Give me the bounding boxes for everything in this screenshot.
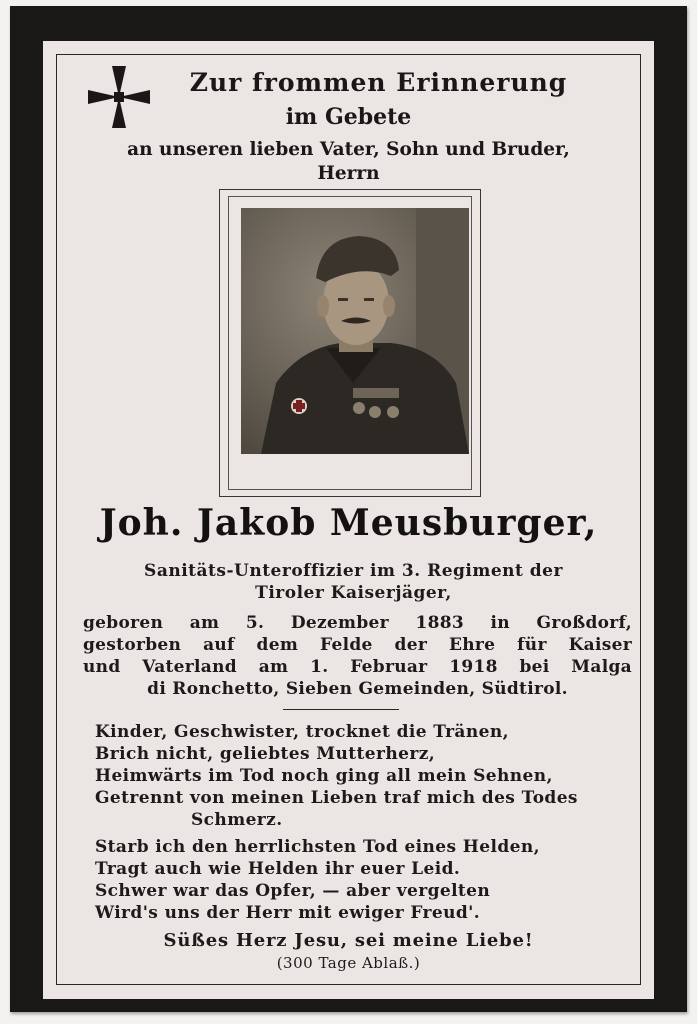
verse-line: Starb ich den herrlichsten Tod eines Helden,	[95, 837, 540, 857]
rank-line-2: Tiroler Kaiserjäger,	[255, 583, 452, 603]
soldier-portrait	[241, 208, 469, 454]
header-line-4: Herrn	[317, 163, 380, 184]
deceased-name: Joh. Jakob Meusburger,	[99, 502, 598, 544]
photo-frame	[219, 189, 481, 497]
bio-line-2: gestorben auf dem Felde der Ehre für Kaiser	[83, 635, 632, 655]
verse-line: Tragt auch wie Helden ihr euer Leid.	[95, 859, 461, 879]
header-line-3: an unseren lieben Vater, Sohn und Bruder,	[127, 139, 570, 160]
verse-line: Schmerz.	[191, 810, 283, 830]
header-line-1: Zur frommen Erinnerung	[189, 68, 568, 97]
photo-inner-frame	[228, 196, 472, 490]
bio-line-1: geboren am 5. Dezember 1883 in Großdorf,	[83, 613, 632, 633]
verse-line: Wird's uns der Herr mit ewiger Freud'.	[95, 903, 481, 923]
bio-line-4: di Ronchetto, Sieben Gemeinden, Südtirol.	[147, 679, 568, 699]
rank-line-1: Sanitäts-Unteroffizier im 3. Regiment der	[144, 561, 563, 581]
indulgence-note: (300 Tage Ablaß.)	[276, 954, 421, 972]
portrait-drawing	[241, 208, 469, 454]
verse-line: Kinder, Geschwister, trocknet die Tränen,	[95, 722, 509, 742]
verse-line: Heimwärts im Tod noch ging all mein Sehnen,	[95, 766, 553, 786]
verse-line: Brich nicht, geliebtes Mutterherz,	[95, 744, 436, 764]
header-line-2: im Gebete	[285, 104, 412, 130]
closing-prayer: Süßes Herz Jesu, sei meine Liebe!	[163, 930, 534, 951]
card-paper	[43, 41, 654, 999]
divider	[283, 709, 399, 710]
mourning-card	[10, 6, 687, 1012]
bio-line-3: und Vaterland am 1. Februar 1918 bei Malga	[83, 657, 632, 677]
verse-line: Getrennt von meinen Lieben traf mich des Todes	[95, 788, 578, 808]
verse-line: Schwer war das Opfer, — aber vergelten	[95, 881, 491, 901]
